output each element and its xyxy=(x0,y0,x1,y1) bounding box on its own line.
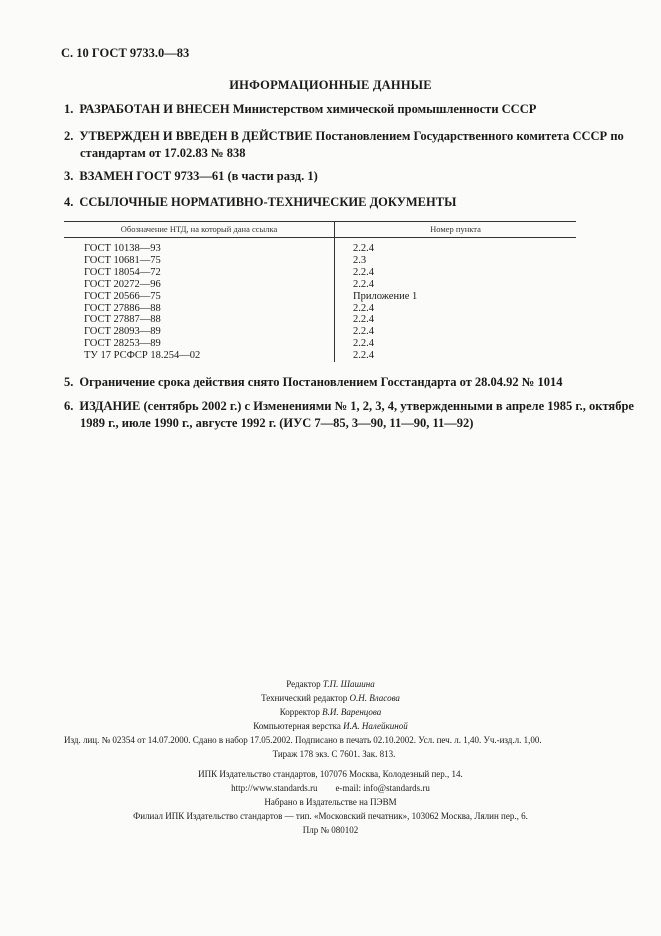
info-item-5 xyxy=(64,374,624,391)
clause-number: 2.2.4 xyxy=(353,338,374,350)
clause-number: 2.2.4 xyxy=(353,278,374,290)
table-row xyxy=(64,267,576,279)
document-designation: ГОСТ 20272—96 xyxy=(64,279,335,291)
info-item-3 xyxy=(64,168,624,185)
section-title: ИНФОРМАЦИОННЫЕ ДАННЫЕ xyxy=(229,78,432,92)
publisher-info xyxy=(0,767,661,837)
document-designation: ТУ 17 РСФСР 18.254—02 xyxy=(64,350,335,362)
table-row xyxy=(64,303,576,315)
item-text: РАЗРАБОТАН И ВНЕСЕН Министерством химической промышленности СССР xyxy=(79,102,537,116)
column-header-document: Обозначение НТД, на который дана ссылка xyxy=(64,222,335,238)
table-row xyxy=(64,279,576,291)
item-number: 5. xyxy=(64,375,74,389)
info-item-4 xyxy=(64,194,624,211)
publisher-address: ИПК Издательство стандартов, 107076 Москва, Колодезный пер., 14. xyxy=(198,769,463,779)
table-row xyxy=(64,255,576,267)
info-item-1 xyxy=(64,101,624,118)
item-number: 4. xyxy=(64,195,74,209)
item-number: 6. xyxy=(64,399,74,413)
publisher-web-email: http://www.standards.ru e-mail: info@standards.ru xyxy=(231,783,430,793)
table-row xyxy=(64,326,576,338)
reference-documents-table xyxy=(64,221,576,362)
item-number: 3. xyxy=(64,169,74,183)
credit-tech-editor: Технический редактор О.Н. Власова xyxy=(261,693,400,703)
item-number: 2. xyxy=(64,129,74,143)
item-text: ИЗДАНИЕ (сентябрь 2002 г.) с Изменениями № 1, 2, 3, 4, утвержденными в апреле 1985 г., октябре 1989 г., июле 1990 г., августе 1992 г. (ИУС 7—85, 3—90, 11—90, 11—92) xyxy=(79,399,634,430)
table-row xyxy=(64,291,576,303)
table-row xyxy=(64,314,576,326)
credit-layout: Компьютерная верстка И.А. Налейкиной xyxy=(253,721,408,731)
document-designation: ГОСТ 28253—89 xyxy=(64,338,335,350)
editorial-credits xyxy=(0,677,661,733)
table-row xyxy=(64,338,576,350)
document-designation: ГОСТ 20566—75 xyxy=(64,291,335,303)
table-row xyxy=(64,243,576,255)
credit-editor: Редактор Т.П. Шашина xyxy=(286,679,375,689)
imprint-license-line: Изд. лиц. № 02354 от 14.07.2000. Сдано в набор 17.05.2002. Подписано в печать 02.10.2002. Усл. печ. л. 1,40. Уч.-изд.л. 1,00. xyxy=(64,735,542,745)
clause-number: 2.2.4 xyxy=(353,302,374,314)
document-designation: ГОСТ 18054—72 xyxy=(64,267,335,279)
clause-number: 2.2.4 xyxy=(353,326,374,338)
publisher-typeset-note: Набрано в Издательстве на ПЭВМ xyxy=(264,797,397,807)
item-number: 1. xyxy=(64,102,74,116)
item-text: ССЫЛОЧНЫЕ НОРМАТИВНО-ТЕХНИЧЕСКИЕ ДОКУМЕНТЫ xyxy=(79,195,457,209)
clause-number: 2.2.4 xyxy=(353,243,374,254)
clause-number: Приложение 1 xyxy=(353,290,418,302)
clause-number: 2.2.4 xyxy=(353,350,374,362)
info-item-6 xyxy=(64,398,640,432)
document-designation: ГОСТ 27887—88 xyxy=(64,314,335,326)
clause-number: 2.2.4 xyxy=(353,266,374,278)
clause-number: 2.3 xyxy=(353,254,367,266)
clause-number: 2.2.4 xyxy=(353,314,374,326)
info-item-2 xyxy=(64,128,640,162)
document-designation: ГОСТ 10138—93 xyxy=(64,243,335,255)
table-header-row xyxy=(64,222,576,238)
item-text: ВЗАМЕН ГОСТ 9733—61 (в части разд. 1) xyxy=(79,169,318,183)
document-designation: ГОСТ 27886—88 xyxy=(64,303,335,315)
imprint-print-run-line: Тираж 178 экз. С 7601. Зак. 813. xyxy=(272,749,396,759)
publisher-branch: Филиал ИПК Издательство стандартов — тип. «Московский печатник», 103062 Москва, Лялин пер., 6. xyxy=(133,811,528,821)
item-text: Ограничение срока действия снято Постановлением Госстандарта от 28.04.92 № 1014 xyxy=(79,375,563,389)
document-designation: ГОСТ 28093—89 xyxy=(64,326,335,338)
table-row xyxy=(64,350,576,362)
credit-proofreader: Корректор В.И. Варенцова xyxy=(279,707,382,717)
publisher-license: Плр № 080102 xyxy=(302,825,359,835)
item-text: УТВЕРЖДЕН И ВВЕДЕН В ДЕЙСТВИЕ Постановлением Государственного комитета СССР по стандартам от 17.02.83 № 838 xyxy=(79,129,624,160)
page-header: С. 10 ГОСТ 9733.0—83 xyxy=(61,46,190,60)
column-header-clause: Номер пункта xyxy=(335,222,577,238)
document-designation: ГОСТ 10681—75 xyxy=(64,255,335,267)
imprint-details xyxy=(64,733,604,761)
